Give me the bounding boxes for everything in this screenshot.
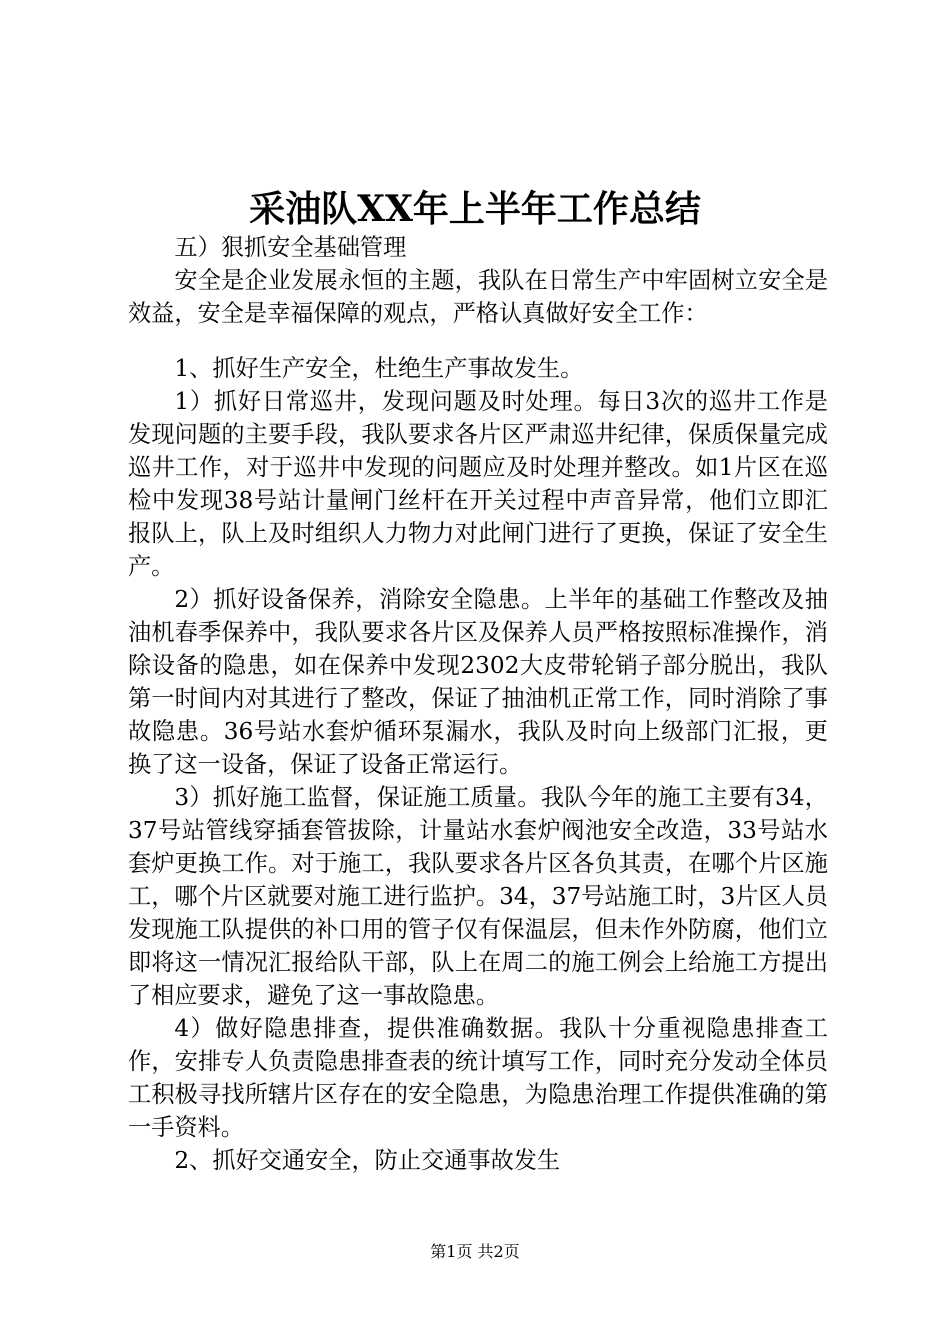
document-body bbox=[128, 231, 828, 1177]
paragraph-gap bbox=[128, 330, 828, 352]
intro-paragraph: 安全是企业发展永恒的主题，我队在日常生产中牢固树立安全是效益，安全是幸福保障的观点，严格认真做好安全工作： bbox=[128, 267, 828, 327]
page-number: 第1页 共2页 bbox=[430, 1242, 520, 1261]
body-paragraph: 3）抓好施工监督，保证施工质量。我队今年的施工主要有34，37号站管线穿插套管拔除，计量站水套炉阀池安全改造，33号站水套炉更换工作。对于施工，我队要求各片区各负其责，在哪个片区施工，哪个片区就要对施工进行监护。34，37号站施工时，3片区人员发现施工队提供的补口用的管子仅有保温层，但未作外防腐，他们立即将这一情况汇报给队干部，队上在周二的施工例会上给施工方提出了相应要求，避免了这一事故隐患。 bbox=[128, 784, 828, 1009]
body-paragraph: 2）抓好设备保养，消除安全隐患。上半年的基础工作整改及抽油机春季保养中，我队要求各片区及保养人员严格按照标准操作，消除设备的隐患，如在保养中发现2302大皮带轮销子部分脱出，我队第一时间内对其进行了整改，保证了抽油机正常工作，同时消除了事故隐患。36号站水套炉循环泵漏水，我队及时向上级部门汇报，更换了这一设备，保证了设备正常运行。 bbox=[128, 586, 828, 778]
section-heading: 五）狠抓安全基础管理 bbox=[174, 234, 407, 261]
body-paragraph: 4）做好隐患排查，提供准确数据。我队十分重视隐患排查工作，安排专人负责隐患排查表的统计填写工作，同时充分发动全体员工积极寻找所辖片区存在的安全隐患，为隐患治理工作提供准确的第一手资料。 bbox=[128, 1015, 828, 1141]
subsection-heading: 1、抓好生产安全，杜绝生产事故发生。 bbox=[174, 355, 584, 382]
subsection-heading: 2、抓好交通安全，防止交通事故发生 bbox=[174, 1147, 561, 1174]
body-paragraph: 1）抓好日常巡井，发现问题及时处理。每日3次的巡井工作是发现问题的主要手段，我队要求各片区严肃巡井纪律，保质保量完成巡井工作，对于巡井中发现的问题应及时处理并整改。如1片区在巡检中发现38号站计量闸门丝杆在开关过程中声音异常，他们立即汇报队上，队上及时组织人力物力对此闸门进行了更换，保证了安全生产。 bbox=[128, 388, 828, 580]
document-title: 采油队XX年上半年工作总结 bbox=[249, 188, 701, 230]
